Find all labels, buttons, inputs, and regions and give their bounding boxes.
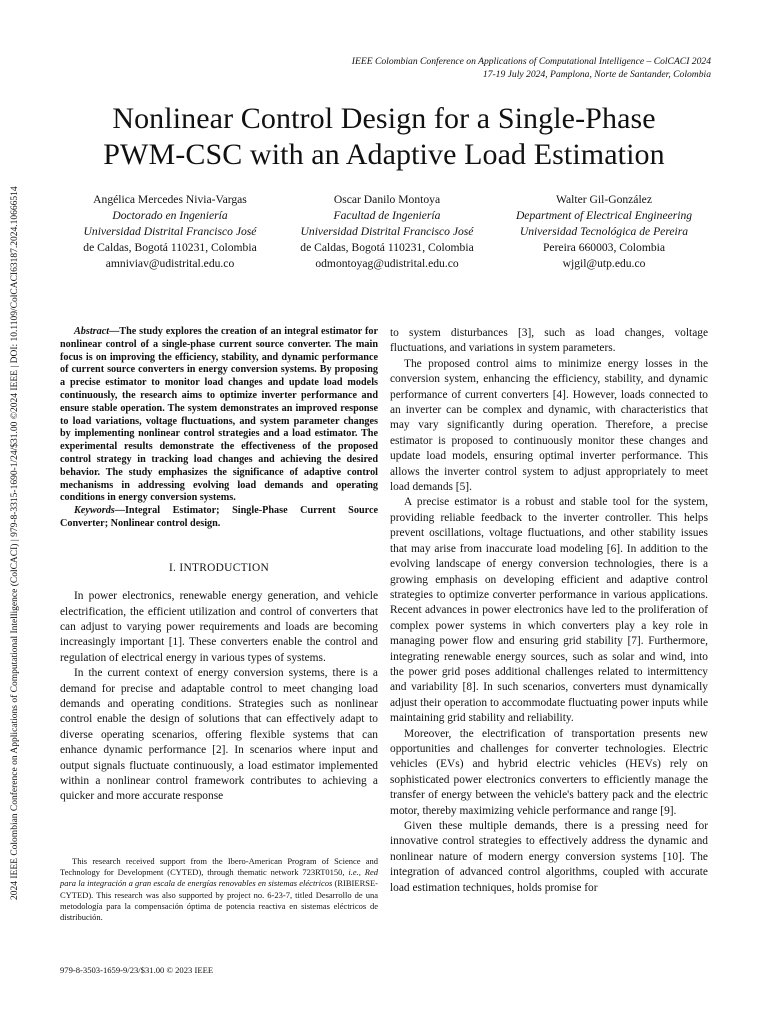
right-column [390,326,708,896]
author-2 [279,192,495,272]
author-name: Angélica Mercedes Nivia-Vargas [93,193,247,206]
author-name: Walter Gil-González [556,193,652,206]
author-email: wjgil@utp.edu.co [562,257,646,270]
author-location: Pereira 660003, Colombia [542,241,666,254]
author-name: Oscar Danilo Montoya [333,193,441,206]
paragraph: A precise estimator is a robust and stable tool for the system, providing reliable feedback to the inverter controller. This helps prevent oscillations, voltage fluctuations, and other stability issues that may arise from inaccurate load modeling [6]. In addition to the evolving landscape of energy conversion technologies, there is a growing emphasis on developing efficient and adaptive control strategies to optimize converter performance in various applications. Recent advances in power electronics have led to the proliferation of complex power systems in which converters play a key role in managing power flow and ensuring grid stability [7]. Furthermore, integrating renewable energy sources, such as solar and wind, into the power grid poses additional challenges related to intermittency and variability [8]. In such scenarios, converters must dynamically adjust their operation to accommodate fluctuating power inputs while maintaining grid stability and reliability. [390,496,708,725]
author-email: amniviav@udistrital.edu.co [105,257,235,270]
author-email: odmontoyag@udistrital.edu.co [315,257,459,270]
left-column [60,326,378,805]
author-location: de Caldas, Bogotá 110231, Colombia [83,241,257,254]
doi-side-stamp [10,120,26,900]
author-location: de Caldas, Bogotá 110231, Colombia [300,241,474,254]
paragraph: In power electronics, renewable energy generation, and vehicle electrification, the efficient utilization and control of converters that can adjust to varying power requirements and loads are becoming increasingly important [1]. These converters enable the control and regulation of electrical energy in various types of systems. [60,590,378,664]
author-block [62,192,712,272]
author-3 [496,192,712,272]
keywords-label: Keywords [74,505,115,517]
keywords [60,505,378,531]
paragraph: Moreover, the electrification of transportation presents new opportunities and challenges for converter technologies. Electric vehicles (EVs) and hybrid electric vehicles (HEVs) rely on sophisticated power electronics converters to efficiently manage the transfer of energy between the vehicle's battery pack and the electric motor, thereby maximizing vehicle performance and range [9]. [390,727,708,817]
paragraph: to system disturbances [3], such as load changes, voltage fluctuations, and variations in system parameters. [390,327,708,355]
copyright-notice: 979-8-3503-1659-9/23/$31.00 © 2023 IEEE [60,965,214,975]
author-affiliation: Doctorado en Ingeniería [112,209,228,222]
paper-title-line-2: PWM-CSC with an Adaptive Load Estimation [103,138,665,171]
footnote-text-2: (RIBIERSE-CYTED). This research was also supported by project no. 6-23-7, titled Desarrollo de una metodología para la compensación óptima de potencia reactiva en sistemas eléctricos de distribución. [60,878,378,923]
abstract-label: Abstract [74,326,110,337]
abstract [60,326,378,505]
funding-footnote [60,856,378,923]
footnote-text-1: This research received support from the Ibero-American Program of Science and Technology for Development (CYTED), through thematic network 723RT0150, [60,856,378,878]
paragraph: In the current context of energy conversion systems, there is a demand for precise and adaptable control to meet changing load demands and operating conditions. Strategies such as nonlinear control enable the design of solutions that can effectively adapt to diverse operating scenarios, offering flexible systems that can enhance dynamic performance [2]. In scenarios where input and output signals fluctuate continuously, a load estimator implemented within a nonlinear control framework contributes to achieving a quicker and more accurate response [60,667,378,803]
conference-name: IEEE Colombian Conference on Applications of Computational Intelligence – ColCACI 2024 [351,56,711,67]
doi-side-stamp-text: 2024 IEEE Colombian Conference on Applications of Computational Intelligence (ColCACI) | 979-8-3315-1690-1/24/$31.00 ©2024 IEEE | DOI: 10.1109/ColCACI63187.2024.10666514 [10,186,20,900]
author-1 [62,192,278,272]
paragraph: Given these multiple demands, there is a pressing need for innovative control strategies to effectively address the dynamic and nonlinear nature of modern energy conversion systems [10]. The integration of advanced control algorithms, coupled with accurate load estimation techniques, holds promise for [390,820,708,894]
conference-header [191,55,711,81]
author-affiliation: Department of Electrical Engineering [515,209,693,222]
keywords-text: —Integral Estimator; Single-Phase Current Source Converter; Nonlinear control design. [60,505,378,529]
footnote-text-italic: i.e., Red para la integración a gran escala de energías renovables en sistemas eléctricos [60,867,378,889]
section-heading-introduction: I. INTRODUCTION [168,561,270,574]
paragraph: The proposed control aims to minimize energy losses in the conversion system, enhancing the efficiency, stability, and dynamic performance of current converters [4]. However, loads connected to an inverter can be complex and dynamic, with characteristics that may vary significantly during operation. Therefore, a precise estimator is proposed to continuously monitor these changes and update load models, ensuring optimal inverter performance. This allows the inverter control system to adjust appropriately to meet load demands [5]. [390,357,708,494]
paper-title [40,101,728,173]
author-institution: Universidad Distrital Francisco José [83,225,257,238]
author-affiliation: Facultad de Ingeniería [333,209,441,222]
author-institution: Universidad Distrital Francisco José [300,225,474,238]
conference-date-location: 17-19 July 2024, Pamplona, Norte de Santander, Colombia [482,69,711,80]
abstract-text: —The study explores the creation of an integral estimator for nonlinear control of a single-phase current source converter. The main focus is on improving the efficiency, stability, and dynamic performance of current source converters in energy conversion systems. By proposing a precise estimator to monitor load changes and update load models continuously, the research aims to optimize inverter performance and ensure stable operation. The system demonstrates an improved response to load variations, voltage fluctuations, and system parameter changes by implementing nonlinear control strategies and a load estimator. The experimental results demonstrate the effectiveness of the proposed control strategy in tracking load changes and achieving the desired behavior. The study emphasizes the significance of adaptive control mechanisms in addressing evolving load demands and operating conditions in energy conversion systems. [60,326,378,504]
paper-title-line-1: Nonlinear Control Design for a Single-Phase [112,102,656,135]
author-institution: Universidad Tecnológica de Pereira [519,225,689,238]
